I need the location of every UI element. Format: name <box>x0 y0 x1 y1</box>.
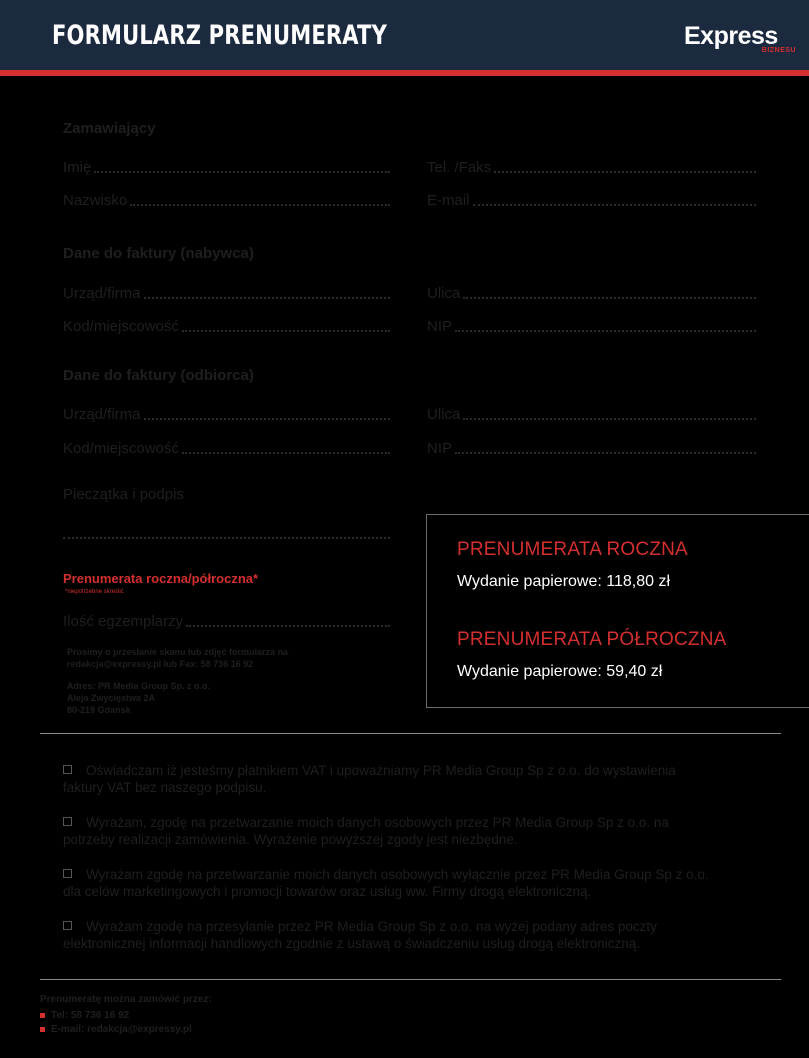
buyer-city-input-line[interactable] <box>182 330 390 332</box>
pricing-box <box>426 514 809 708</box>
footer-title: Prenumeratę można zamówić przez: <box>40 994 212 1005</box>
buyer-nip-field[interactable] <box>427 315 756 335</box>
first-name-label: Imię <box>63 159 92 176</box>
address-line-2: Aleja Zwycięstwa 2A <box>67 693 156 703</box>
footer-email-text[interactable]: E-mail: redakcja@expressy.pl <box>51 1024 192 1035</box>
signature-line[interactable] <box>63 537 390 539</box>
divider-bottom <box>40 979 781 980</box>
consent-marketing-text-2: dla celów marketingowych i promocji towarów oraz usług ww. Firmy drogą elektroniczną. <box>63 884 592 899</box>
receiver-nip-label: NIP <box>427 440 453 457</box>
buyer-street-field[interactable] <box>427 282 756 302</box>
checkbox-icon[interactable] <box>63 817 72 826</box>
consent-marketing[interactable] <box>63 866 753 900</box>
instructions-line-2: redakcja@expressy.pl lub Fax: 58 736 16 92 <box>67 659 254 669</box>
subscription-type-label: Prenumerata roczna/półroczna* <box>63 571 259 586</box>
page-title: FORMULARZ PRENUMERATY <box>52 20 387 51</box>
first-name-input-line[interactable] <box>94 171 390 173</box>
checkbox-icon[interactable] <box>63 765 72 774</box>
quantity-input-line[interactable] <box>186 625 390 627</box>
email-label: E-mail <box>427 192 470 209</box>
consent-order-text-1: Wyrażam, zgodę na przetwarzanie moich danych osobowych przez PR Media Group Sp z o.o. na <box>86 815 669 830</box>
signature-label: Pieczątka i podpis <box>63 486 184 503</box>
buyer-nip-label: NIP <box>427 318 453 335</box>
consent-vat-text-1: Oświadczam iż jesteśmy płatnikiem VAT i upoważniamy PR Media Group Sp z o.o. do wystawienia <box>86 763 676 778</box>
quantity-field[interactable] <box>63 610 390 630</box>
invoice-receiver-section-title: Dane do faktury (odbiorca) <box>63 367 254 384</box>
receiver-city-field[interactable] <box>63 437 390 457</box>
invoice-buyer-section-title: Dane do faktury (nabywca) <box>63 245 254 262</box>
consent-email[interactable] <box>63 918 753 952</box>
consent-vat[interactable] <box>63 762 753 796</box>
buyer-street-input-line[interactable] <box>463 297 756 299</box>
header-bar <box>0 0 809 76</box>
receiver-nip-input-line[interactable] <box>455 452 756 454</box>
email-input-line[interactable] <box>473 204 756 206</box>
receiver-city-label: Kod/miejscowość <box>63 440 179 457</box>
divider-top <box>40 733 781 734</box>
consent-vat-text-2: faktury VAT bez naszego podpisu. <box>63 780 267 795</box>
receiver-city-input-line[interactable] <box>182 452 390 454</box>
half-year-subscription-price: Wydanie papierowe: 59,40 zł <box>457 663 663 680</box>
bullet-icon <box>40 1013 45 1018</box>
last-name-input-line[interactable] <box>130 204 390 206</box>
checkbox-icon[interactable] <box>63 921 72 930</box>
logo-subtext: BIZNESU <box>761 47 796 54</box>
buyer-street-label: Ulica <box>427 285 461 302</box>
address-line-1: Adres: PR Media Group Sp. z o.o. <box>67 681 211 691</box>
footer-phone-text: Tel: 58 736 16 92 <box>51 1010 130 1021</box>
receiver-office-label: Urząd/firma <box>63 406 141 423</box>
buyer-city-field[interactable] <box>63 315 390 335</box>
consent-order-text-2: potrzeby realizacji zamówienia. Wyrażenie powyższej zgody jest niezbędne. <box>63 832 518 847</box>
annual-subscription-title: PRENUMERATA ROCZNA <box>457 539 688 560</box>
consent-marketing-text-1: Wyrażam zgodę na przetwarzanie moich danych osobowych wyłącznie przez PR Media Group Sp z o.o. <box>86 867 709 882</box>
receiver-street-field[interactable] <box>427 403 756 423</box>
phone-field[interactable] <box>427 156 756 176</box>
consent-email-text-1: Wyrażam zgodę na przesyłanie przez PR Media Group Sp z o.o. na wyżej podany adres poczty <box>86 919 657 934</box>
footer-phone <box>40 1010 129 1021</box>
last-name-label: Nazwisko <box>63 192 128 209</box>
half-year-subscription-title: PRENUMERATA PÓŁROCZNA <box>457 629 727 650</box>
buyer-office-field[interactable] <box>63 282 390 302</box>
receiver-street-input-line[interactable] <box>463 418 756 420</box>
email-field[interactable] <box>427 189 756 209</box>
quantity-label: Ilość egzemplarzy <box>63 613 184 630</box>
address-line-3: 80-219 Gdańsk <box>67 705 131 715</box>
buyer-office-label: Urząd/firma <box>63 285 141 302</box>
buyer-city-label: Kod/miejscowość <box>63 318 179 335</box>
express-biznesu-logo <box>684 22 798 58</box>
instructions-line-1: Prosimy o przesłanie skanu lub zdjęć formularza na <box>67 647 289 657</box>
receiver-street-label: Ulica <box>427 406 461 423</box>
consent-email-text-2: elektronicznej informacji handlowych zgodnie z ustawą o świadczeniu usług drogą elektroniczną. <box>63 936 641 951</box>
receiver-nip-field[interactable] <box>427 437 756 457</box>
receiver-office-input-line[interactable] <box>144 418 390 420</box>
subscription-note: *niepotrzebne skreślić <box>65 589 124 595</box>
checkbox-icon[interactable] <box>63 869 72 878</box>
last-name-field[interactable] <box>63 189 390 209</box>
bullet-icon <box>40 1027 45 1032</box>
buyer-office-input-line[interactable] <box>144 297 390 299</box>
phone-label: Tel. /Faks <box>427 159 492 176</box>
phone-input-line[interactable] <box>494 171 756 173</box>
first-name-field[interactable] <box>63 156 390 176</box>
consent-order-processing[interactable] <box>63 814 753 848</box>
receiver-office-field[interactable] <box>63 403 390 423</box>
annual-subscription-price: Wydanie papierowe: 118,80 zł <box>457 573 671 590</box>
buyer-nip-input-line[interactable] <box>455 330 756 332</box>
orderer-section-title: Zamawiający <box>63 120 156 137</box>
logo-text: Express <box>684 22 778 50</box>
footer-email[interactable] <box>40 1024 192 1035</box>
